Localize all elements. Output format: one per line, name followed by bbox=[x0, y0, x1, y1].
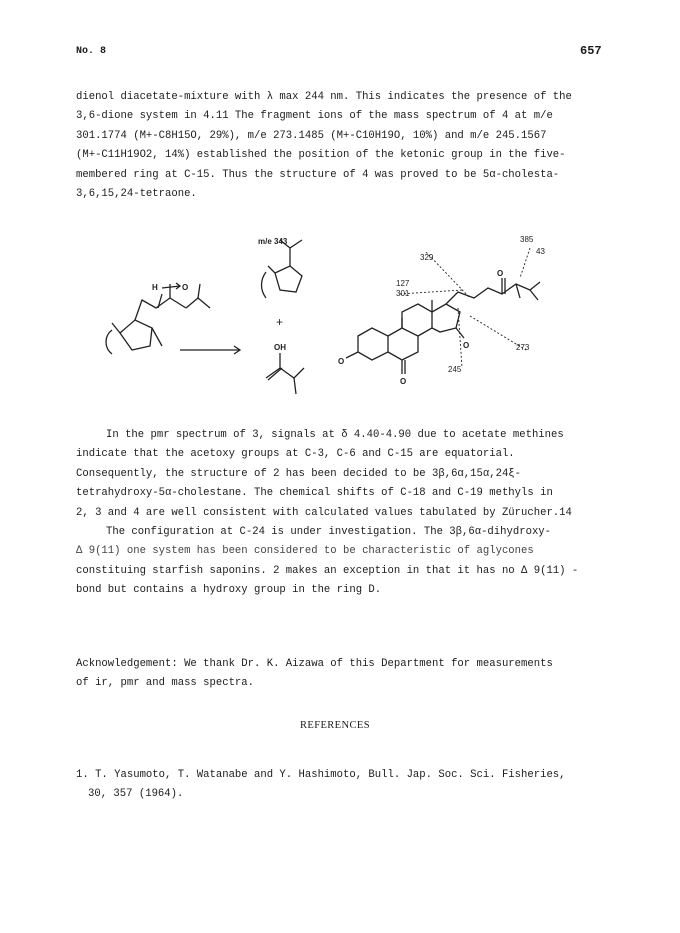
c6-oxygen: O bbox=[400, 377, 407, 386]
fragment-43-label: 43 bbox=[536, 247, 545, 256]
fragment-385-label: 385 bbox=[520, 235, 534, 244]
fragment-329-label: 329 bbox=[420, 253, 434, 262]
side-chain-oxygen: O bbox=[497, 269, 504, 278]
ring-d-oxygen: O bbox=[463, 341, 470, 350]
oxygen-label: O bbox=[182, 283, 189, 292]
fragment-127-label: 127 bbox=[396, 279, 410, 288]
reference-item: 1. T. Yasumoto, T. Watanabe and Y. Hashimoto, Bull. Jap. Soc. Sci. Fisheries, bbox=[76, 769, 566, 781]
plus-sign: + bbox=[276, 315, 284, 329]
reference-list bbox=[76, 766, 604, 805]
text-line: 301.1774 (M+-C8H15O, 29%), m/e 273.1485 (M+-C10H19O, 10%) and m/e 245.1567 bbox=[76, 129, 547, 142]
structure-drawing bbox=[90, 228, 590, 418]
text-line: Δ 9(11) one system has been considered to be characteristic of aglycones bbox=[76, 545, 534, 558]
text-line: 2, 3 and 4 are well consistent with calculated values tabulated by Zürucher.14 bbox=[76, 506, 572, 519]
paragraph-mass-spectrum bbox=[76, 88, 604, 204]
fragment-245-label: 245 bbox=[448, 365, 462, 374]
hydrogen-label: H bbox=[152, 283, 158, 292]
c3-oxygen: O bbox=[338, 357, 345, 366]
text-line: 3,6-dione system in 4.11 The fragment ions of the mass spectrum of 4 at m/e bbox=[76, 110, 553, 123]
text-line: Acknowledgement: We thank Dr. K. Aizawa of this Department for measurements bbox=[76, 658, 553, 670]
figure-labels bbox=[152, 235, 545, 386]
right-steroid-skeleton bbox=[346, 278, 540, 374]
text-line: In the pmr spectrum of 3, signals at δ 4.40-4.90 due to acetate methines bbox=[106, 429, 564, 441]
text-line: Consequently, the structure of 2 has been decided to be 3β,6α,15α,24ξ- bbox=[76, 467, 522, 480]
text-line: indicate that the acetoxy groups at C-3, C-6 and C-15 are equatorial. bbox=[76, 448, 515, 461]
cleavage-lines bbox=[400, 248, 530, 368]
acknowledgement bbox=[76, 655, 604, 694]
fragment-273-label: 273 bbox=[516, 343, 530, 352]
hydroxyl-label: OH bbox=[274, 343, 286, 352]
reference-item-continuation: 30, 357 (1964). bbox=[88, 788, 184, 801]
text-line: constituing starfish saponins. 2 makes an exception in that it has no Δ 9(11) - bbox=[76, 564, 579, 577]
references-heading: REFERENCES bbox=[300, 720, 370, 731]
left-fragmentation-structures bbox=[106, 240, 304, 394]
mass-label: m/e 343 bbox=[258, 237, 288, 246]
text-line: membered ring at C-15. Thus the structure of 4 was proved to be 5α-cholesta- bbox=[76, 168, 560, 181]
page-number: 657 bbox=[580, 44, 602, 58]
text-line: bond but contains a hydroxy group in the ring D. bbox=[76, 584, 382, 597]
text-line: tetrahydroxy-5α-cholestane. The chemical shifts of C-18 and C-19 methyls in bbox=[76, 487, 553, 500]
text-line: dienol diacetate-mixture with λ max 244 nm. This indicates the presence of the bbox=[76, 91, 572, 103]
text-line: The configuration at C-24 is under investigation. The 3β,6α-dihydroxy- bbox=[106, 525, 552, 538]
fragmentation-scheme-figure bbox=[90, 228, 590, 418]
text-line: 3,6,15,24-tetraone. bbox=[76, 187, 197, 200]
issue-number: No. 8 bbox=[76, 46, 107, 57]
text-line: (M+-C11H19O2, 14%) established the position of the ketonic group in the five- bbox=[76, 149, 566, 162]
text-line: of ir, pmr and mass spectra. bbox=[76, 677, 255, 690]
fragment-301-label: 301 bbox=[396, 289, 410, 298]
paragraph-pmr-spectrum bbox=[76, 426, 604, 601]
